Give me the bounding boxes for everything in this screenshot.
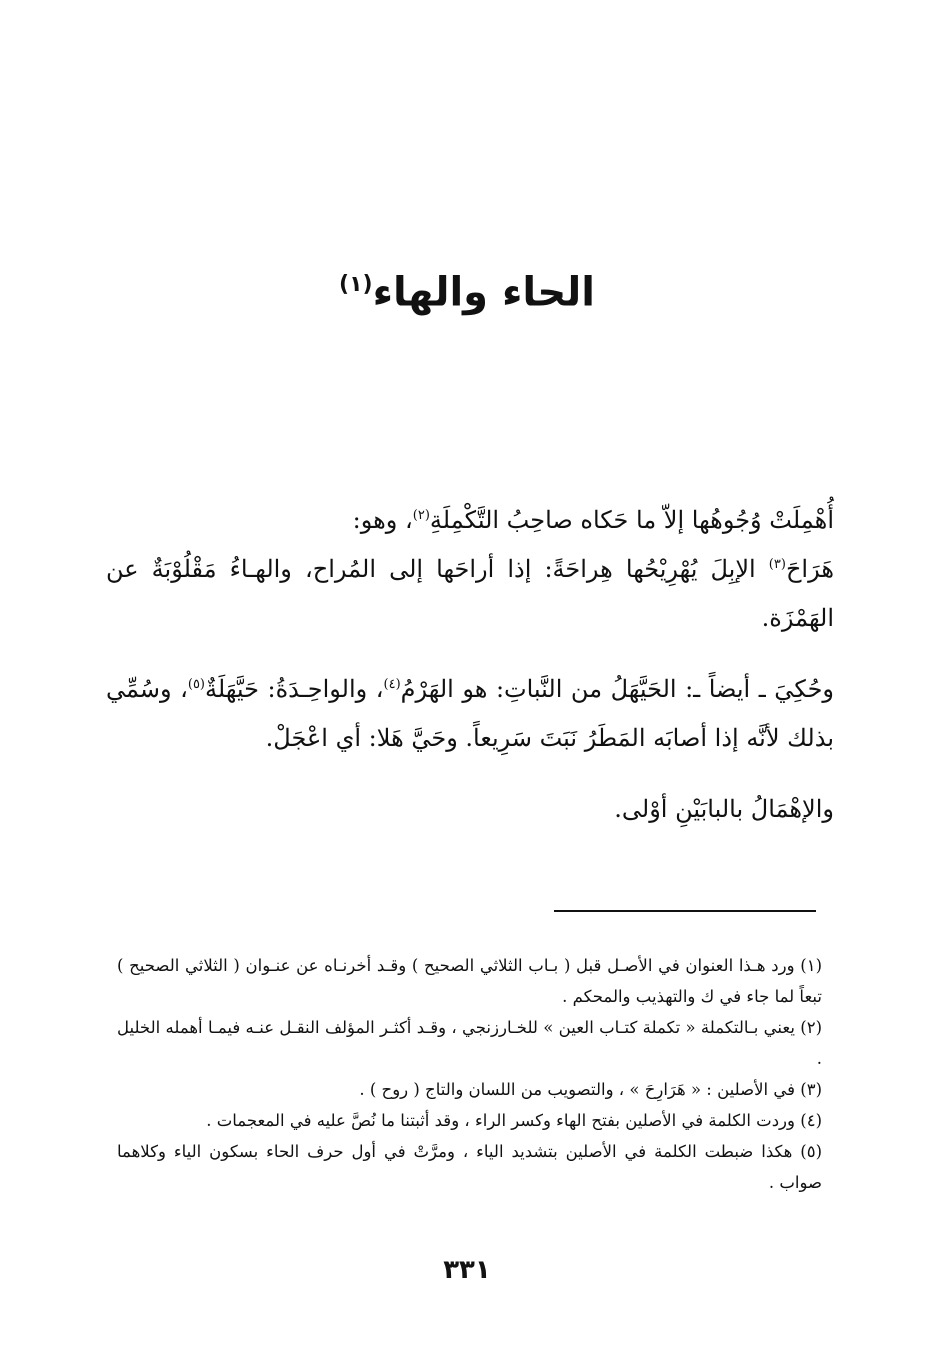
paragraph-3-mid: ، والواحِـدَةُ: حَيَّهَلَةٌ: [205, 675, 384, 703]
footnote-marker-5: (٥): [187, 677, 205, 692]
paragraph-1: [106, 496, 834, 545]
footnote-divider: [554, 910, 816, 912]
paragraph-3: [106, 665, 834, 763]
footnote-marker-3: (٣): [768, 557, 786, 572]
paragraph-1-tail: ، وهو:: [352, 506, 413, 534]
footnote-2: (٢) يعني بـالتكملة « تكملة كتـاب العين » للخـارزنجي ، وقـد أكثـر المؤلف النقـل عنـه فيمـا أهمله الخليل .: [117, 1018, 822, 1068]
chapter-title: [0, 255, 934, 322]
title-footnote-marker: (١): [339, 272, 373, 297]
chapter-title-text: الحاء والهاء: [372, 269, 595, 316]
paragraph-2-text: هَرَاحَ: [785, 555, 834, 583]
footnote-marker-2: (٢): [412, 508, 430, 523]
footnotes-list: [117, 950, 822, 1198]
paragraph-4: والإهْمَالُ بالبابَيْنِ أوْلى.: [614, 795, 834, 823]
paragraph-1-text: أُهْمِلَتْ وُجُوهُها إلاّ ما حَكاه صاحِبُ التَّكْمِلَةِ: [429, 506, 834, 534]
page-number: ٣٣١: [443, 1255, 491, 1285]
footnote-4: (٤) وردت الكلمة في الأصلين بفتح الهاء وكسر الراء ، وقد أثبتنا ما نُصَّ عليه في المعجمات .: [206, 1111, 822, 1130]
footnote-marker-4: (٤): [383, 677, 401, 692]
main-text: [106, 496, 834, 834]
paragraph-2-tail: الإبِلَ يُهْرِيْحُها هِراحَةً: إذا أراحَها إلى المُراح، والهـاءُ مَقْلُوْبَةٌ عن الهَمْزَة.: [106, 555, 834, 632]
paragraph-3-text: وحُكِيَ ـ أيضاً ـ: الحَيَّهَلُ من النَّباتِ: هو الهَرْمُ: [400, 675, 834, 703]
paragraph-3-tail: ، وسُمِّي بذلك لأنَّه إذا أصابَه المَطَرُ نَبَتَ سَرِيعاً. وحَيَّ هَلا: أي اعْجَلْ.: [106, 675, 834, 752]
footnote-1: (١) ورد هـذا العنوان في الأصـل قبل ( بـاب الثلاثي الصحيح ) وقـد أخرنـاه عن عنـوان ( الثلاثي الصحيح ) تبعاً لما جاء في ك والتهذيب والمحكم .: [117, 956, 822, 1006]
footnote-5: (٥) هكذا ضبطت الكلمة في الأصلين بتشديد الياء ، ومرَّتْ في أول حرف الحاء بسكون الياء وكلاهما صواب .: [117, 1142, 822, 1192]
paragraph-2: [106, 545, 834, 643]
footnote-3: (٣) في الأصلين : « هَرَارِحَ » ، والتصويب من اللسان والتاج ( روح ) .: [359, 1080, 822, 1099]
